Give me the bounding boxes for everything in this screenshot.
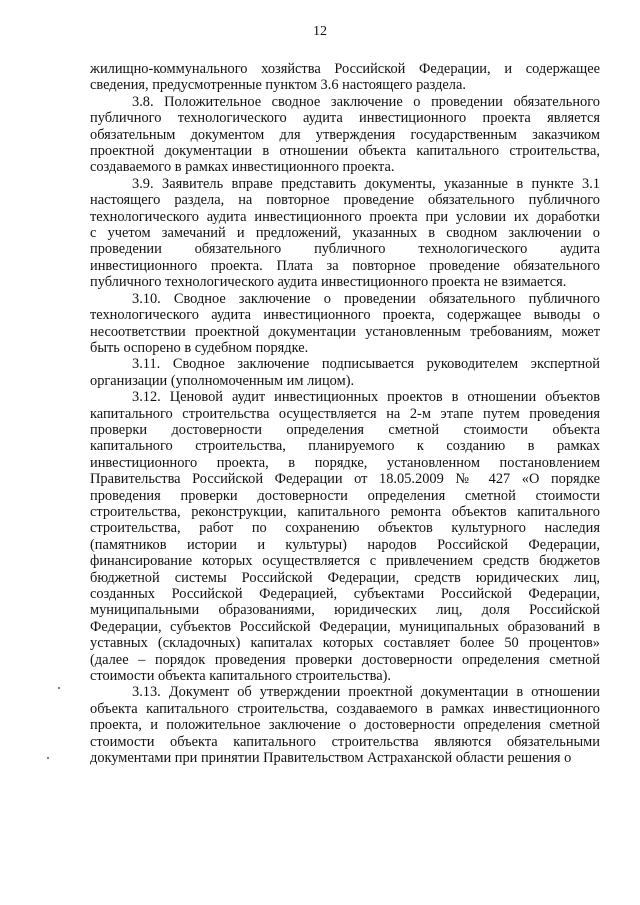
text-line: быть оспорено в судебном порядке. [90,339,309,356]
text-line: 3.8. Положительное сводное заключение о проведении обязательного [132,93,600,110]
text-line: документами при принятии Правительством Астраханской области решения о [90,750,572,767]
text-line: объекта капитального строительства, создаваемого в рамках инвестиционного [90,700,600,717]
text-line: инвестиционного проекта, в порядке, установленном постановлением [90,454,600,471]
text-line: жилищно-коммунального хозяйства Российской Федерации, и содержащее [90,61,600,77]
text-line: 3.11. Сводное заключение подписывается руководителем экспертной [132,356,600,373]
text-line: бюджетной системы Российской Федерации, средств юридических лиц, [90,569,600,586]
text-line: капитального строительства осуществляется на 2-м этапе путем проведения [90,405,600,422]
text-line: несоответствии проектной документации установленным требованиям, может [90,323,600,340]
text-line: инвестиционного проекта. Плата за повторное проведение обязательного [90,257,600,274]
text-line: сведения, предусмотренные пунктом 3.6 настоящего раздела. [90,77,466,94]
text-line: (далее – порядок проведения проверки достоверности определения сметной [90,651,600,668]
paragraph-p-3-12 [90,389,600,684]
text-line: 3.13. Документ об утверждении проектной документации в отношении [132,684,600,701]
scan-speck [47,757,49,759]
text-line: 3.12. Ценовой аудит инвестиционных проектов в отношении объектов [132,389,600,406]
text-line: созданных Российской Федерацией, субъектами Российской Федерации, [90,586,600,602]
text-line: проведения проверки достоверности определения сметной стоимости [90,487,600,504]
paragraph-p-3-13 [90,684,600,766]
document-body [90,61,600,766]
text-line: публичного технологического аудита инвестиционного проекта не взимается. [90,274,567,291]
text-line: (памятников истории и культуры) народов Российской Федерации, [90,536,600,553]
page-number: 12 [313,24,327,39]
paragraph-continuation [90,61,600,94]
paragraph-p-3-9 [90,176,600,291]
text-line: организации (уполномоченным им лицом). [90,372,355,389]
text-line: стоимости объекта капитального строительства). [90,668,392,685]
text-line: уставных (складочных) капиталах которых составляет более 50 процентов» [90,635,600,652]
text-line: Правительства Российской Федерации от 18.05.2009 № 427 «О порядке [90,471,600,488]
text-line: стоимости объекта капитального строительства являются обязательными [90,733,600,750]
text-line: с учетом замечаний и предложений, указанных в сводном заключении о [90,225,600,242]
text-line: технологического аудита инвестиционного проекта при условии их доработки [90,208,600,225]
text-line: проекта, и положительное заключение о достоверности определения сметной [90,717,600,734]
text-line: 3.9. Заявитель вправе представить документы, указанные в пункте 3.1 [132,175,600,192]
paragraph-p-3-8 [90,94,600,176]
text-line: проведении обязательного публичного технологического аудита [90,241,600,258]
text-line: настоящего раздела, на повторное проведение обязательного публичного [90,192,600,209]
text-line: публичного технологического аудита инвестиционного проекта является [90,110,600,127]
text-line: муниципальными образованиями, юридических лиц, доля Российской [90,602,600,619]
text-line: обязательным документом для утверждения государственным заказчиком [90,126,600,143]
text-line: 3.10. Сводное заключение о проведении обязательного публичного [132,290,600,307]
text-line: Федерации, субъектов Российской Федерации, муниципальных образований в [90,618,600,635]
paragraph-p-3-11 [90,356,600,389]
text-line: проектной документации в отношении объекта капитального строительства, [90,143,600,160]
text-line: финансирование которых осуществляется с привлечением средств бюджетов [90,553,600,570]
text-line: строительства, реконструкции, капитального ремонта объектов капитального [90,503,600,520]
text-line: технологического аудита инвестиционного проекта, содержащее выводы о [90,307,600,324]
scan-speck [58,687,60,689]
text-line: строительства, работ по сохранению объектов культурного наследия [90,520,600,537]
text-line: проверки достоверности определения сметной стоимости объекта [90,421,600,438]
text-line: создаваемого в рамках инвестиционного проекта. [90,159,395,176]
paragraph-p-3-10 [90,291,600,357]
text-line: капитального строительства, планируемого к созданию в рамках [90,438,600,455]
